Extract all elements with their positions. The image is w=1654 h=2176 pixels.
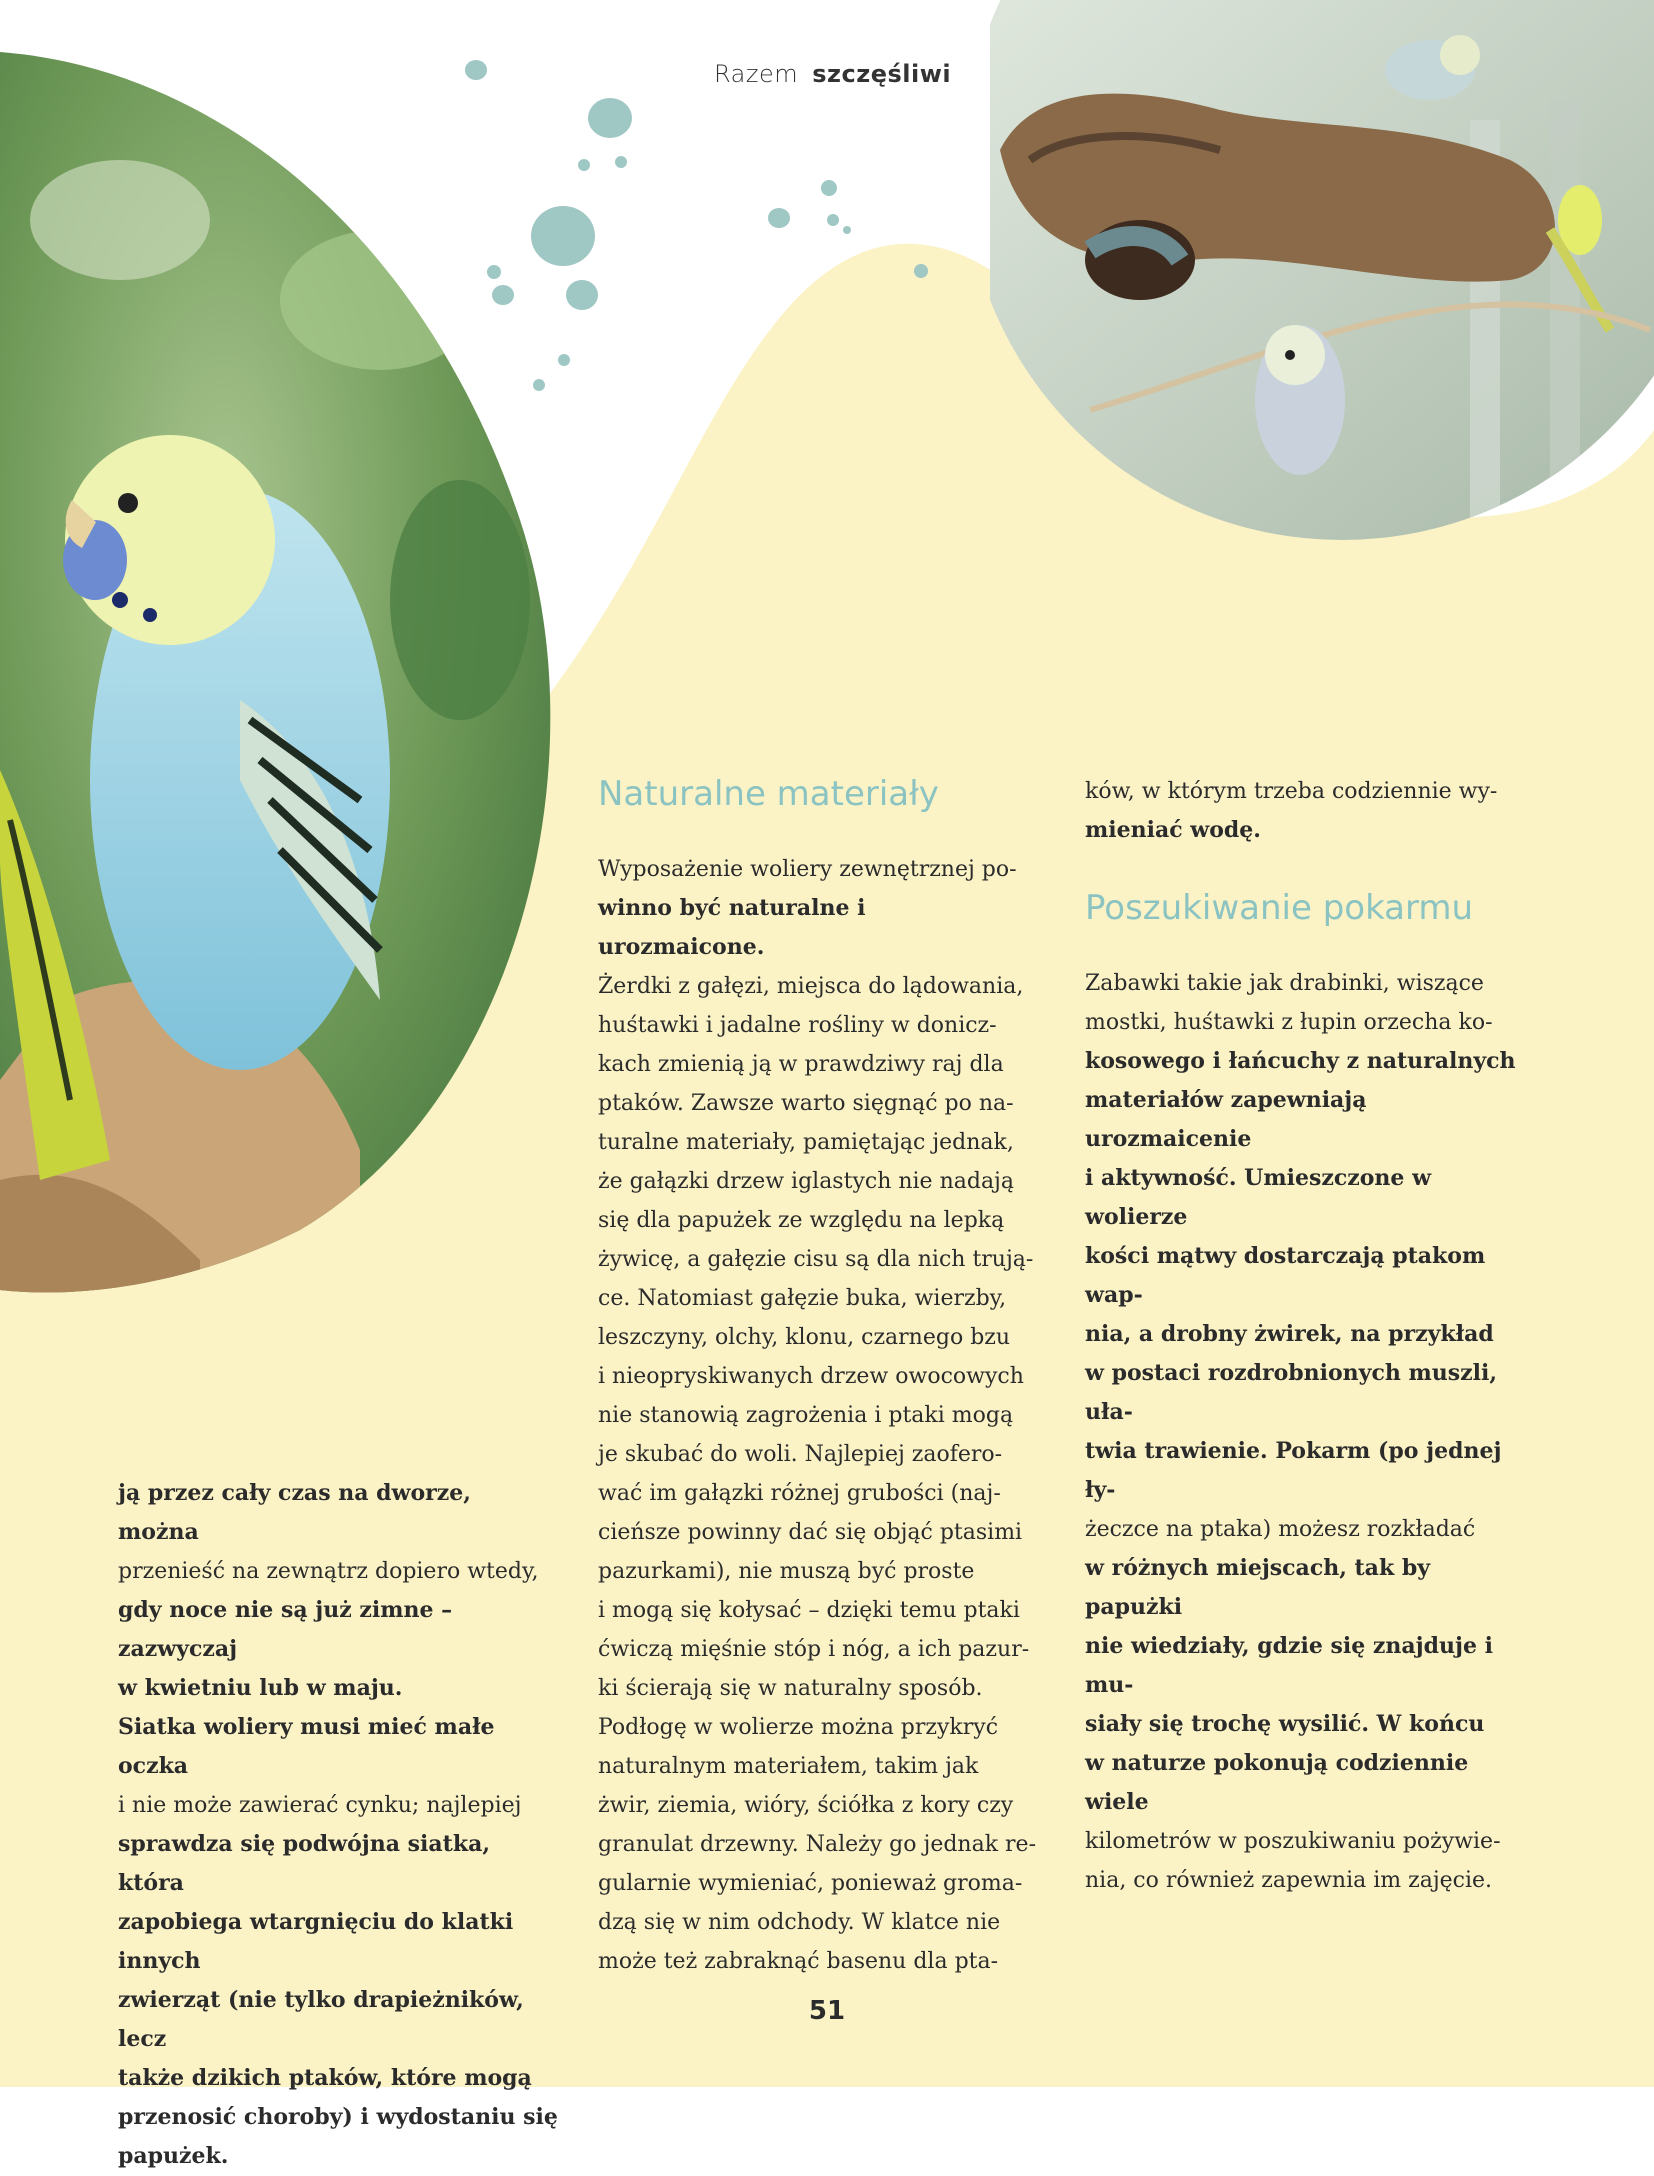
col2-line: żywicę, a gałęzie cisu są dla nich trują-: [598, 1247, 1034, 1272]
col3-line: twia trawienie. Pokarm (po jednej ły-: [1085, 1438, 1502, 1503]
col3-line: żeczce na ptaka) możesz rozkładać: [1085, 1517, 1476, 1542]
col2-line: cieńsze powinny dać się objąć ptasimi: [598, 1520, 1023, 1545]
col1-line: Siatka woliery musi mieć małe oczka: [118, 1714, 495, 1779]
col2-line: je skubać do woli. Najlepiej zaofero-: [598, 1442, 1003, 1467]
text-column-3: [1085, 772, 1525, 1900]
col2-line: ptaków. Zawsze warto sięgnąć po na-: [598, 1091, 1014, 1116]
col2-line: naturalnym materiałem, takim jak: [598, 1754, 979, 1779]
col1-line: gdy noce nie są już zimne – zazwyczaj: [118, 1597, 453, 1662]
col3-intro-line: mieniać wodę.: [1085, 817, 1261, 843]
col2-line: wać im gałązki różnej grubości (naj-: [598, 1481, 1001, 1506]
col2-line: ki ścierają się w naturalny sposób.: [598, 1676, 983, 1701]
col3-line: kości mątwy dostarczają ptakom wap-: [1085, 1243, 1486, 1308]
col1-line: ją przez cały czas na dworze, można: [118, 1480, 471, 1545]
running-header: [714, 60, 951, 88]
col1-line: w kwietniu lub w maju.: [118, 1675, 403, 1701]
col1-line: sprawdza się podwójna siatka, która: [118, 1831, 490, 1896]
col2-line: gularnie wymieniać, ponieważ groma-: [598, 1871, 1023, 1896]
col2-line: huśtawki i jadalne rośliny w donicz-: [598, 1013, 997, 1038]
col1-line: przenosić choroby) i wydostaniu się: [118, 2104, 558, 2130]
col3-line: materiałów zapewniają urozmaicenie: [1085, 1087, 1367, 1152]
col3-line: mostki, huśtawki z łupin orzecha ko-: [1085, 1010, 1493, 1035]
col3-line: nia, co również zapewnia im zajęcie.: [1085, 1868, 1493, 1893]
text-column-2: [598, 772, 1038, 1981]
section-heading-food-search: Poszukiwanie pokarmu: [1085, 888, 1474, 928]
col2-line: i nieopryskiwanych drzew owocowych: [598, 1364, 1024, 1389]
col2-line: że gałązki drzew iglastych nie nadają: [598, 1169, 1014, 1194]
col2-line: Wyposażenie woliery zewnętrznej po-: [598, 857, 1017, 882]
text-column-1: [118, 1474, 558, 2176]
col2-line: granulat drzewny. Należy go jednak re-: [598, 1832, 1037, 1857]
col2-line: winno być naturalne i urozmaicone.: [598, 895, 866, 960]
col1-line: papużek.: [118, 2143, 229, 2169]
col3-line: kosowego i łańcuchy z naturalnych: [1085, 1048, 1516, 1074]
col3-intro-line: ków, w którym trzeba codziennie wy-: [1085, 779, 1498, 804]
col2-line: nie stanowią zagrożenia i ptaki mogą: [598, 1403, 1014, 1428]
col3-line: w naturze pokonują codziennie wiele: [1085, 1750, 1469, 1815]
col2-line: dzą się w nim odchody. W klatce nie: [598, 1910, 1001, 1935]
col2-line: Żerdki z gałęzi, miejsca do lądowania,: [598, 974, 1024, 999]
col3-line: w postaci rozdrobnionych muszli, uła-: [1085, 1360, 1498, 1425]
col2-line: żwir, ziemia, wióry, ściółka z kory czy: [598, 1793, 1014, 1818]
col3-line: nie wiedziały, gdzie się znajduje i mu-: [1085, 1633, 1493, 1698]
col1-line: przenieść na zewnątrz dopiero wtedy,: [118, 1559, 539, 1584]
col3-line: i aktywność. Umieszczone w wolierze: [1085, 1165, 1432, 1230]
header-bold-text: szczęśliwi: [812, 60, 952, 88]
col2-line: pazurkami), nie muszą być proste: [598, 1559, 975, 1584]
col3-line: w różnych miejscach, tak by papużki: [1085, 1555, 1431, 1620]
section-heading-natural-materials: Naturalne materiały: [598, 774, 939, 814]
col2-line: turalne materiały, pamiętając jednak,: [598, 1130, 1014, 1155]
col2-line: się dla papużek ze względu na lepką: [598, 1208, 1005, 1233]
col2-line: ce. Natomiast gałęzie buka, wierzby,: [598, 1286, 1007, 1311]
col2-line: kach zmienią ją w prawdziwy raj dla: [598, 1052, 1004, 1077]
col1-line: i nie może zawierać cynku; najlepiej: [118, 1793, 522, 1818]
header-light-text: Razem: [714, 60, 799, 88]
col3-line: siały się trochę wysilić. W końcu: [1085, 1711, 1485, 1737]
col3-line: Zabawki takie jak drabinki, wiszące: [1085, 971, 1484, 996]
page-number: 51: [808, 1996, 846, 2026]
col2-line: i mogą się kołysać – dzięki temu ptaki: [598, 1598, 1020, 1623]
col1-line: zwierząt (nie tylko drapieżników, lecz: [118, 1987, 524, 2052]
col2-line: leszczyny, olchy, klonu, czarnego bzu: [598, 1325, 1011, 1350]
col1-line: zapobiega wtargnięciu do klatki innych: [118, 1909, 514, 1974]
col2-line: ćwiczą mięśnie stóp i nóg, a ich pazur-: [598, 1637, 1030, 1662]
col1-line: także dzikich ptaków, które mogą: [118, 2065, 532, 2091]
col2-line: Podłogę w wolierze można przykryć: [598, 1715, 999, 1740]
col3-line: nia, a drobny żwirek, na przykład: [1085, 1321, 1494, 1347]
col3-line: kilometrów w poszukiwaniu pożywie-: [1085, 1829, 1501, 1854]
col2-line: może też zabraknąć basenu dla pta-: [598, 1949, 999, 1974]
